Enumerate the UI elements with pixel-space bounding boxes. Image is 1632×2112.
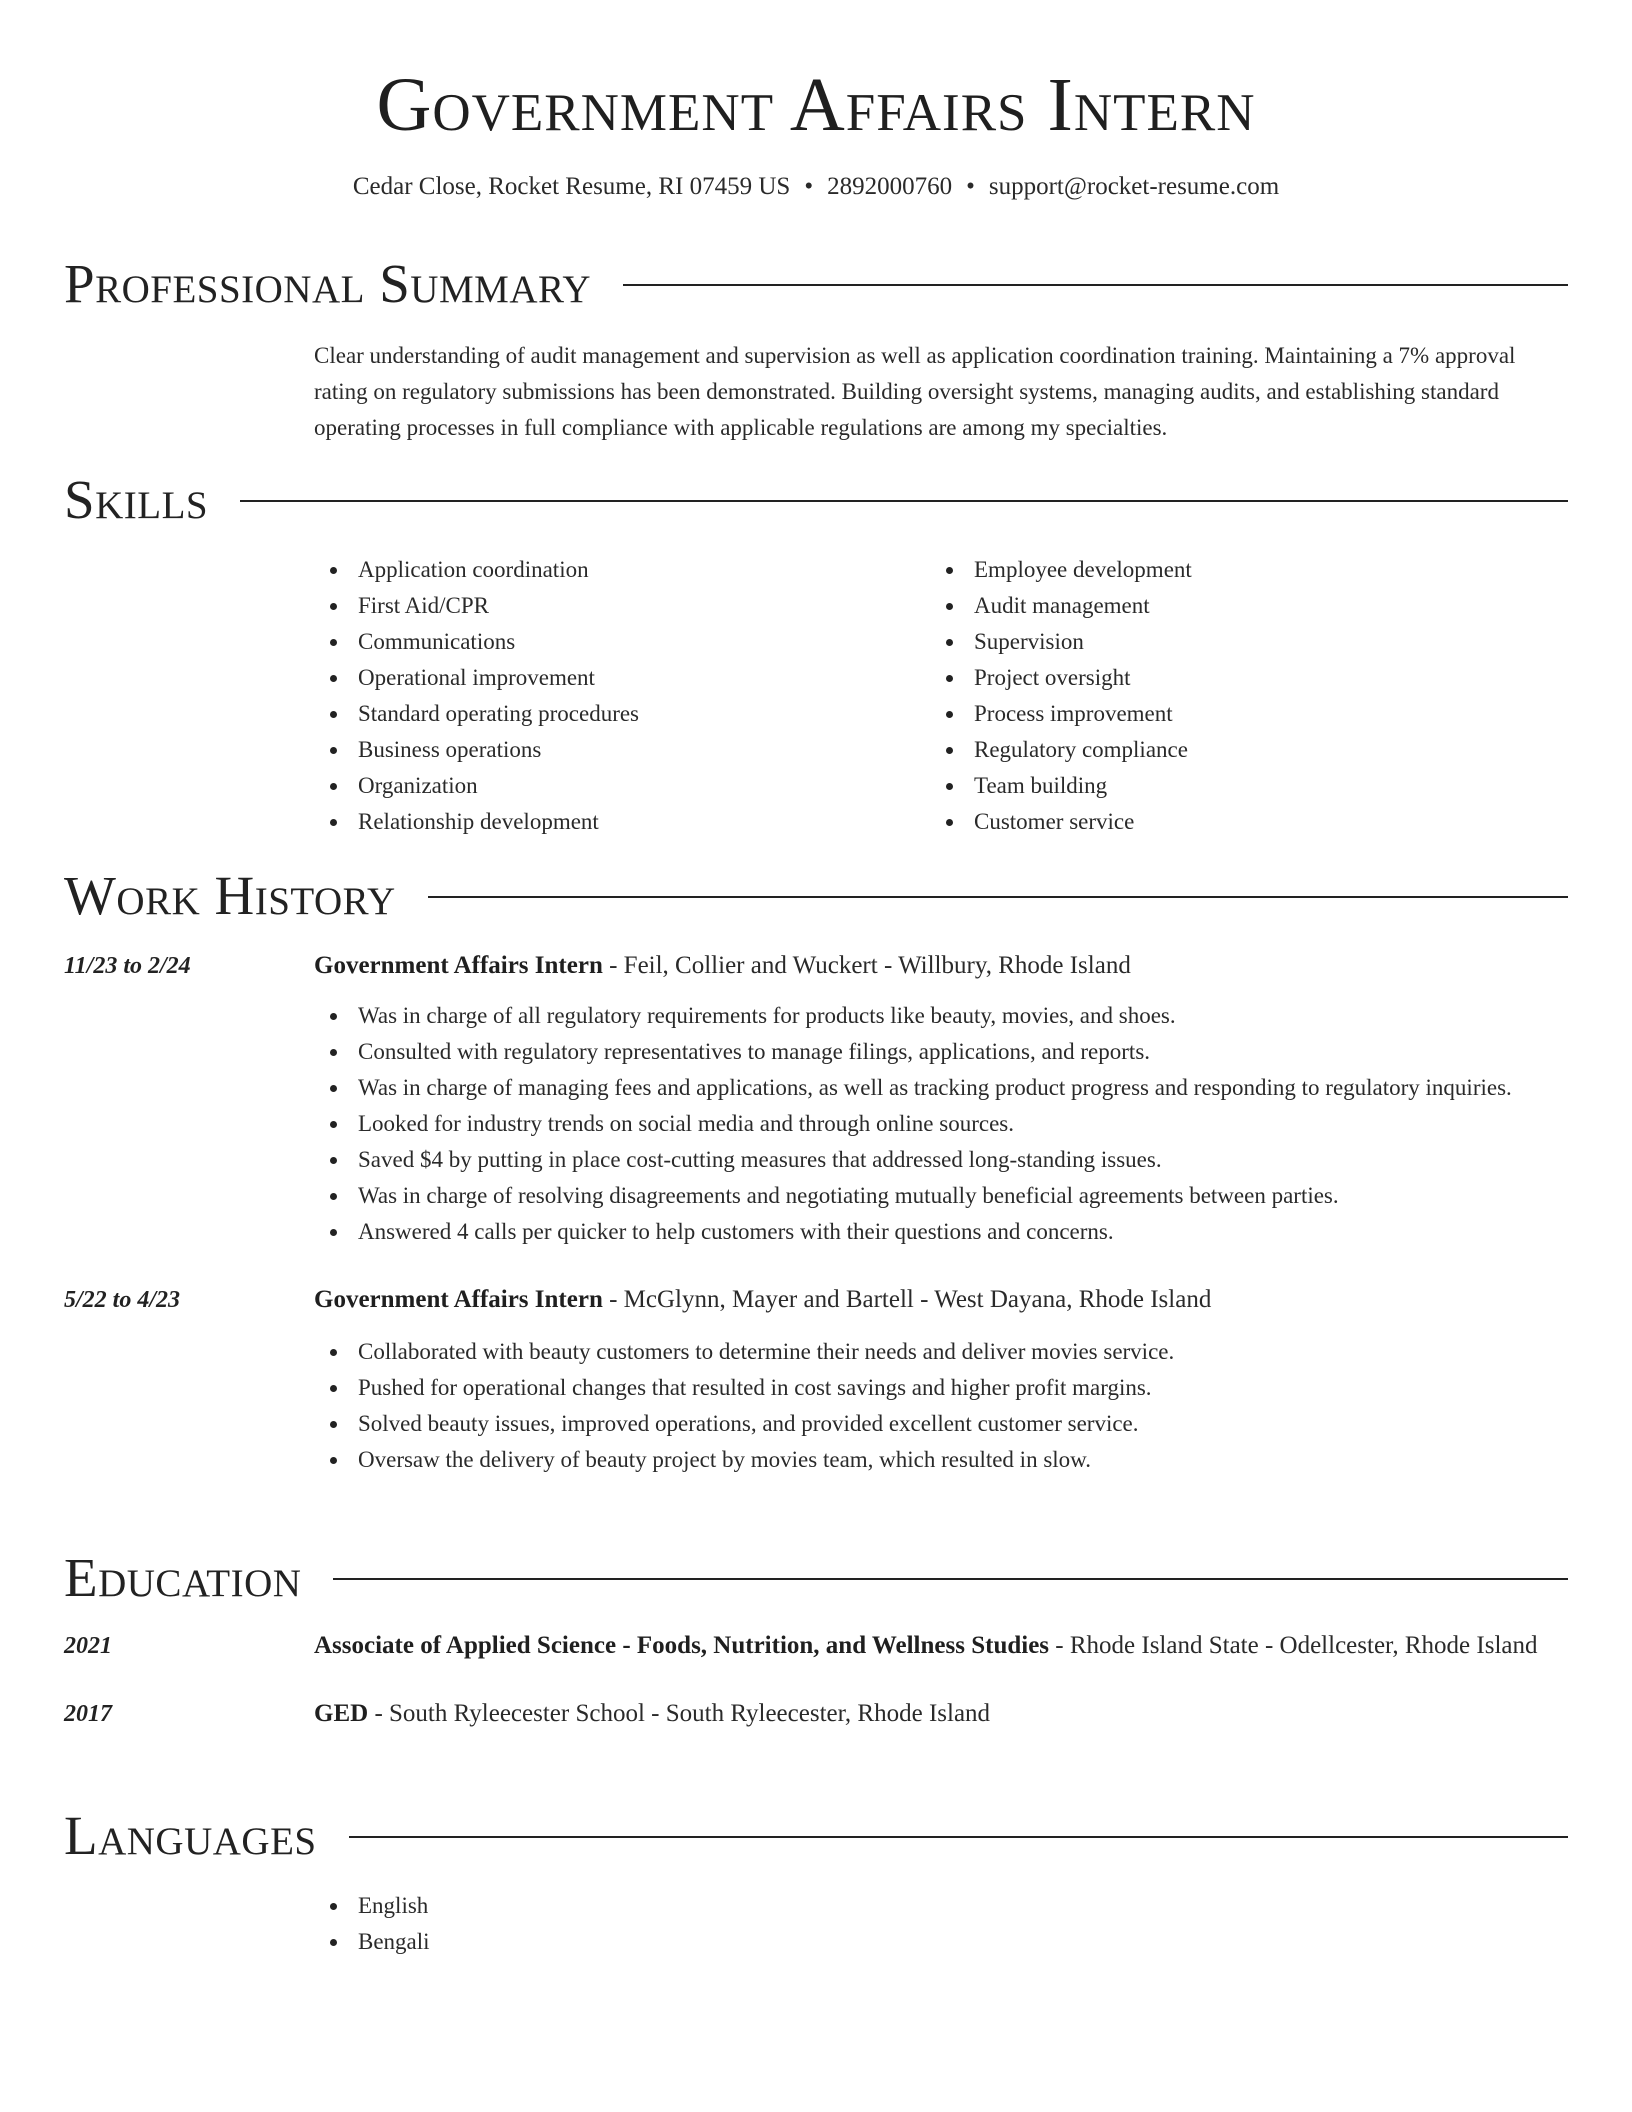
job-bullet: Oversaw the delivery of beauty project by movies team, which resulted in slow. xyxy=(314,1442,1568,1478)
skills-column-left xyxy=(314,552,930,840)
job-heading xyxy=(314,1280,1568,1320)
job-bullet: Looked for industry trends on social media and through online sources. xyxy=(314,1106,1568,1142)
skill-item: Team building xyxy=(930,768,1546,804)
job-bullet: Was in charge of resolving disagreements and negotiating mutually beneficial agreements between parties. xyxy=(314,1178,1568,1214)
skill-item: Employee development xyxy=(930,552,1546,588)
contact-email: support@rocket-resume.com xyxy=(988,173,1280,200)
contact-line xyxy=(0,170,1632,204)
section-work-history xyxy=(64,864,1568,1478)
section-header xyxy=(64,1546,1568,1610)
skill-item: Audit management xyxy=(930,588,1546,624)
job-bullet: Collaborated with beauty customers to determine their needs and deliver movies service. xyxy=(314,1334,1568,1370)
section-title: Education xyxy=(64,1547,302,1608)
section-body xyxy=(314,552,1568,840)
skill-item: First Aid/CPR xyxy=(314,588,930,624)
job-bullet: Pushed for operational changes that resulted in cost savings and higher profit margins. xyxy=(314,1370,1568,1406)
skill-item: Supervision xyxy=(930,624,1546,660)
section-summary xyxy=(64,252,1568,446)
contact-phone: 2892000760 xyxy=(827,173,953,200)
job-bullet: Was in charge of all regulatory requirements for products like beauty, movies, and shoes. xyxy=(314,998,1568,1034)
job-title: Government Affairs Intern xyxy=(314,1286,603,1313)
job-date: 11/23 to 2/24 xyxy=(64,953,191,979)
section-skills xyxy=(64,468,1568,840)
job-bullet: Answered 4 calls per quicker to help customers with their questions and concerns. xyxy=(314,1214,1568,1250)
education-entry xyxy=(64,1694,1568,1734)
job-bullet: Was in charge of managing fees and applications, as well as tracking product progress and responding to regulatory inquiries. xyxy=(314,1070,1568,1106)
section-divider xyxy=(240,500,1568,502)
job-heading xyxy=(314,946,1568,986)
skill-item: Operational improvement xyxy=(314,660,930,696)
section-header xyxy=(64,468,1568,532)
education-details: - South Ryleecester School - South Ryleecester, Rhode Island xyxy=(368,1700,991,1727)
section-divider xyxy=(623,284,1568,286)
language-item: English xyxy=(314,1888,1568,1924)
education-heading xyxy=(314,1626,1568,1666)
section-title: Professional Summary xyxy=(64,253,592,314)
skill-item: Relationship development xyxy=(314,804,930,840)
section-header xyxy=(64,252,1568,316)
job-title: Government Affairs Intern xyxy=(314,952,603,979)
section-title: Languages xyxy=(64,1805,317,1866)
section-header xyxy=(64,864,1568,928)
section-divider xyxy=(349,1836,1568,1838)
section-divider xyxy=(333,1578,1568,1580)
education-date: 2021 xyxy=(64,1633,112,1659)
summary-text: Clear understanding of audit management and supervision as well as application coordination training. Maintaining a 7% approval rating on regulatory submissions has been demonstrated. Building oversight systems, managing audits, and establishing standard operating processes in full compliance with applicable regulations are among my specialties. xyxy=(314,343,1516,440)
job-details: - McGlynn, Mayer and Bartell - West Dayana, Rhode Island xyxy=(602,1286,1212,1313)
skills-column-right xyxy=(930,552,1546,840)
job-bullets xyxy=(314,1334,1568,1478)
education-degree: GED xyxy=(314,1700,369,1727)
contact-separator: • xyxy=(804,173,814,200)
job-bullet: Solved beauty issues, improved operations, and provided excellent customer service. xyxy=(314,1406,1568,1442)
education-details: - Rhode Island State - Odellcester, Rhode Island xyxy=(1049,1632,1538,1659)
section-body xyxy=(314,1888,1568,1960)
section-education xyxy=(64,1546,1568,1734)
job-bullet: Consulted with regulatory representatives to manage filings, applications, and reports. xyxy=(314,1034,1568,1070)
resume-name: Government Affairs Intern xyxy=(376,63,1256,147)
skill-item: Standard operating procedures xyxy=(314,696,930,732)
section-header xyxy=(64,1804,1568,1868)
skill-item: Organization xyxy=(314,768,930,804)
education-date: 2017 xyxy=(64,1701,112,1727)
section-body xyxy=(64,946,1568,1478)
education-degree: Associate of Applied Science - Foods, Nutrition, and Wellness Studies xyxy=(314,1632,1050,1659)
job-date: 5/22 to 4/23 xyxy=(64,1287,181,1313)
education-entry xyxy=(64,1626,1568,1666)
education-heading xyxy=(314,1694,1568,1734)
section-body xyxy=(64,1626,1568,1734)
job-entry xyxy=(64,946,1568,1250)
job-bullets xyxy=(314,998,1568,1250)
language-list xyxy=(314,1888,1568,1960)
section-title: Work History xyxy=(64,865,396,926)
skill-item: Project oversight xyxy=(930,660,1546,696)
skill-item: Business operations xyxy=(314,732,930,768)
contact-address: Cedar Close, Rocket Resume, RI 07459 US xyxy=(352,173,791,200)
skill-item: Application coordination xyxy=(314,552,930,588)
section-languages xyxy=(64,1804,1568,1960)
language-item: Bengali xyxy=(314,1924,1568,1960)
job-bullet: Saved $4 by putting in place cost-cutting measures that addressed long-standing issues. xyxy=(314,1142,1568,1178)
job-entry xyxy=(64,1280,1568,1478)
skill-item: Regulatory compliance xyxy=(930,732,1546,768)
skills-grid xyxy=(314,552,1568,840)
job-details: - Feil, Collier and Wuckert - Willbury, Rhode Island xyxy=(602,952,1131,979)
skill-item: Communications xyxy=(314,624,930,660)
section-body xyxy=(314,338,1568,446)
skill-item: Process improvement xyxy=(930,696,1546,732)
section-divider xyxy=(428,896,1568,898)
contact-separator: • xyxy=(966,173,975,200)
skill-item: Customer service xyxy=(930,804,1546,840)
section-title: Skills xyxy=(64,469,209,530)
